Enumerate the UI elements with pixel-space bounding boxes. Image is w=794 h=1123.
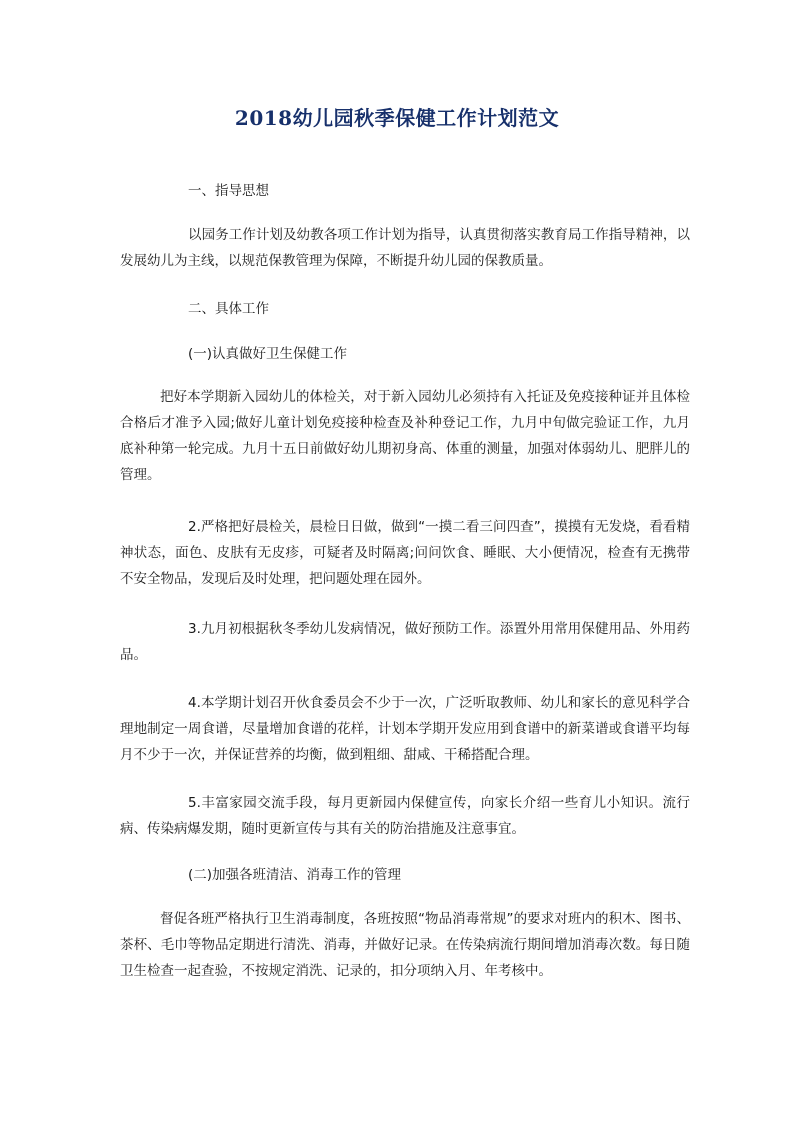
paragraph-disinfection-rules: 督促各班严格执行卫生消毒制度，各班按照“物品消毒常规”的要求对班内的积木、图书、茶杯、毛巾等物品定期进行清洗、消毒，并做好记录。在传染病流行期间增加消毒次数。每日随卫生检查一起查验，不按规定消洗、记录的，扣分项纳入月、年考核中。 xyxy=(120,911,690,979)
paragraph-admission-checkup: 把好本学期新入园幼儿的体检关，对于新入园幼儿必须持有入托证及免疫接种证并且体检合格后才准予入园;做好儿童计划免疫接种检查及补种登记工作，九月中旬做完验证工作，九月底补种第一轮完成。九月十五日前做好幼儿期初身高、体重的测量，加强对体弱幼儿、肥胖儿的管理。 xyxy=(120,389,690,483)
paragraph-guiding-ideology: 以园务工作计划及幼教各项工作计划为指导，认真贯彻落实教育局工作指导精神，以发展幼儿为主线，以规范保教管理为保障，不断提升幼儿园的保教质量。 xyxy=(120,227,690,269)
subsection-heading-health-care: (一)认真做好卫生保健工作 xyxy=(188,346,348,362)
document-title: 2018幼儿园秋季保健工作计划范文 xyxy=(234,106,560,130)
paragraph-meal-committee: 4.本学期计划召开伙食委员会不少于一次，广泛听取教师、幼儿和家长的意见科学合理地制定一周食谱，尽量增加食谱的花样，计划本学期开发应用到食谱中的新菜谱或食谱平均每月不少于一次，并保证营养的均衡，做到粗细、甜咸、干稀搭配合理。 xyxy=(120,695,690,763)
section-heading-specific-work: 二、具体工作 xyxy=(188,301,269,317)
section-heading-guiding-ideology: 一、指导思想 xyxy=(188,183,269,199)
subsection-heading-cleaning-disinfection: (二)加强各班清洁、消毒工作的管理 xyxy=(188,867,402,883)
paragraph-morning-check: 2.严格把好晨检关，晨检日日做，做到“一摸二看三问四查”，摸摸有无发烧，看看精神状态，面色、皮肤有无皮疹，可疑者及时隔离;问问饮食、睡眠、大小便情况，检查有无携带不安全物品，发现后及时处理，把问题处理在园外。 xyxy=(120,519,690,587)
paragraph-home-school-communication: 5.丰富家园交流手段，每月更新园内保健宣传，向家长介绍一些育儿小知识。流行病、传染病爆发期，随时更新宣传与其有关的防治措施及注意事宜。 xyxy=(120,795,690,837)
paragraph-disease-prevention: 3.九月初根据秋冬季幼儿发病情况，做好预防工作。添置外用常用保健用品、外用药品。 xyxy=(120,621,690,663)
